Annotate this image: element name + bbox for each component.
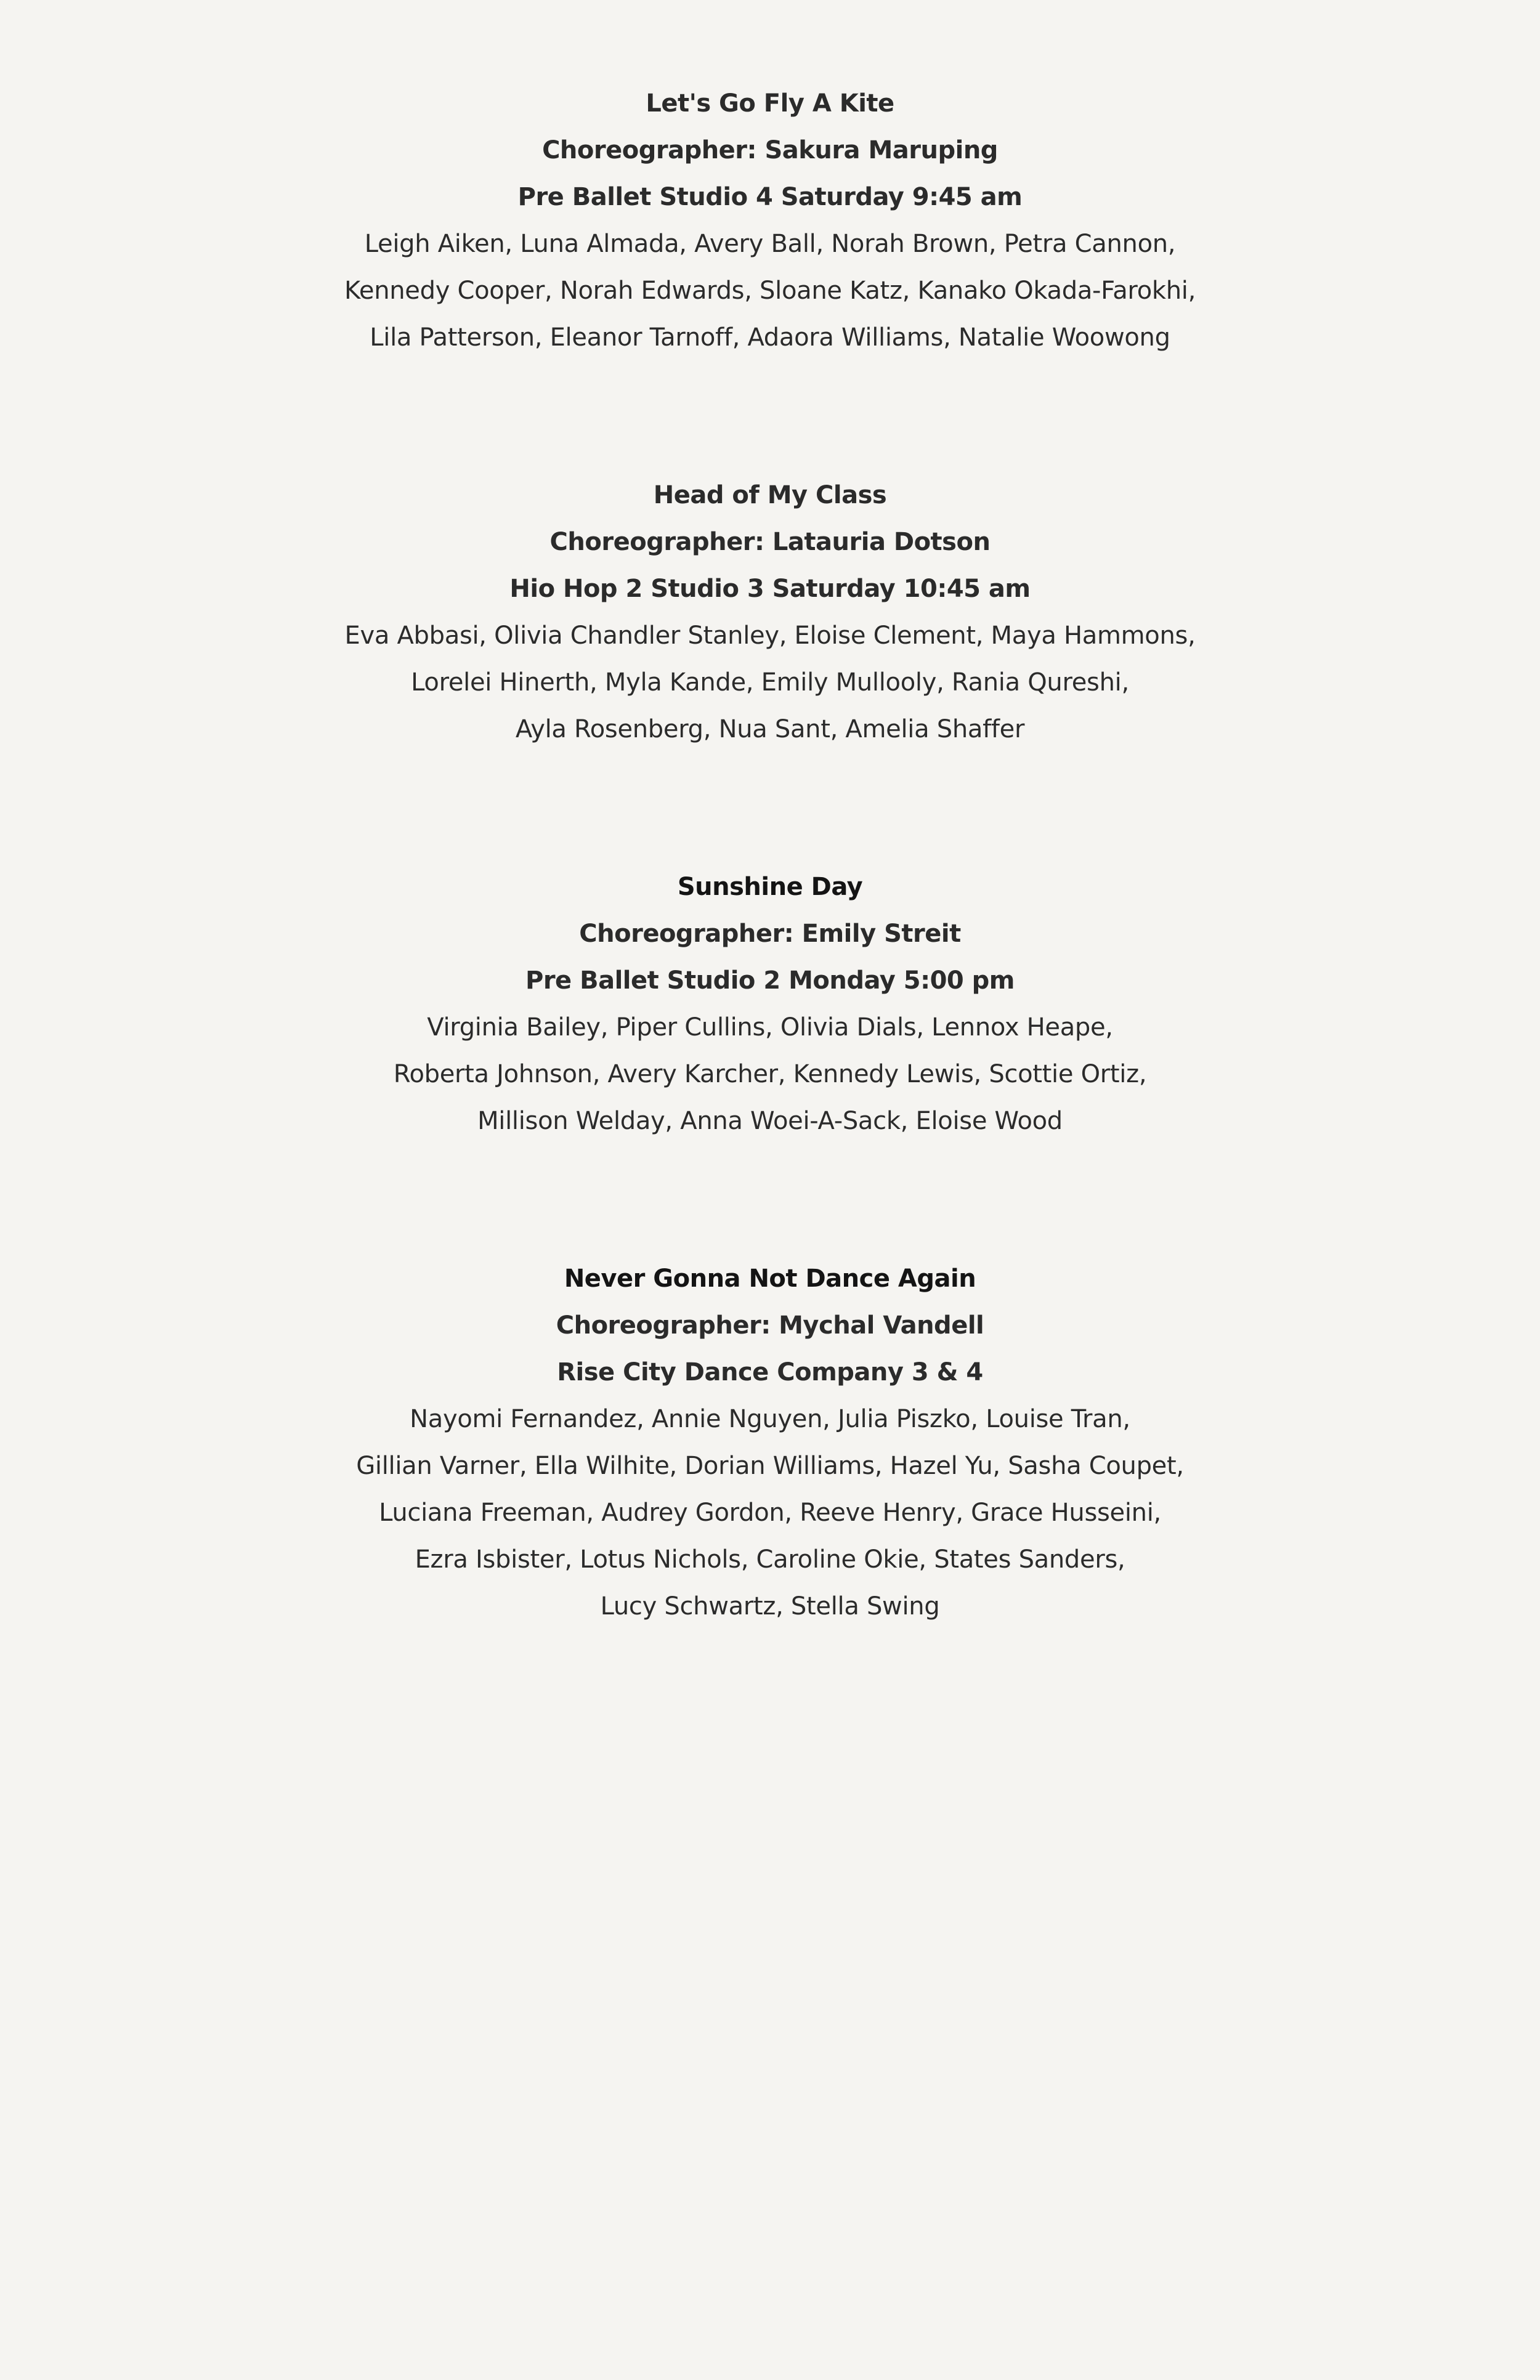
cast-line: Millison Welday, Anna Woei-A-Sack, Eloise Wood (477, 1107, 1063, 1135)
cast-line: Ayla Rosenberg, Nua Sant, Amelia Shaffer (515, 715, 1025, 743)
cast-line: Luciana Freeman, Audrey Gordon, Reeve Henry, Grace Husseini, (379, 1499, 1161, 1527)
piece-title: Never Gonna Not Dance Again (564, 1265, 976, 1293)
cast-line: Nayomi Fernandez, Annie Nguyen, Julia Piszko, Louise Tran, (410, 1405, 1130, 1433)
piece-lets-go-fly-a-kite (0, 80, 1540, 361)
piece-choreographer: Choreographer: Latauria Dotson (549, 528, 991, 556)
piece-choreographer: Choreographer: Sakura Maruping (542, 136, 998, 164)
piece-never-gonna-not-dance-again (0, 1255, 1540, 1630)
piece-title: Sunshine Day (677, 873, 863, 901)
piece-class-info: Rise City Dance Company 3 & 4 (557, 1358, 983, 1386)
cast-line: Lorelei Hinerth, Myla Kande, Emily Mullooly, Rania Qureshi, (411, 668, 1129, 697)
cast-line: Ezra Isbister, Lotus Nichols, Caroline Okie, States Sanders, (415, 1545, 1125, 1574)
piece-class-info: Hio Hop 2 Studio 3 Saturday 10:45 am (509, 575, 1031, 603)
cast-line: Lucy Schwartz, Stella Swing (600, 1592, 940, 1621)
cast-line: Virginia Bailey, Piper Cullins, Olivia Dials, Lennox Heape, (427, 1013, 1113, 1042)
cast-line: Leigh Aiken, Luna Almada, Avery Ball, Norah Brown, Petra Cannon, (364, 230, 1176, 258)
cast-line: Gillian Varner, Ella Wilhite, Dorian Williams, Hazel Yu, Sasha Coupet, (356, 1452, 1184, 1480)
cast-line: Kennedy Cooper, Norah Edwards, Sloane Katz, Kanako Okada-Farokhi, (344, 277, 1196, 305)
piece-choreographer: Choreographer: Emily Streit (579, 920, 961, 948)
piece-choreographer: Choreographer: Mychal Vandell (556, 1311, 984, 1340)
cast-line: Eva Abbasi, Olivia Chandler Stanley, Eloise Clement, Maya Hammons, (344, 621, 1196, 650)
piece-class-info: Pre Ballet Studio 4 Saturday 9:45 am (517, 183, 1023, 211)
cast-line: Lila Patterson, Eleanor Tarnoff, Adaora Williams, Natalie Woowong (370, 323, 1170, 352)
piece-title: Head of My Class (653, 481, 887, 509)
piece-title: Let's Go Fly A Kite (646, 89, 894, 118)
piece-class-info: Pre Ballet Studio 2 Monday 5:00 pm (525, 966, 1015, 995)
cast-line: Roberta Johnson, Avery Karcher, Kennedy Lewis, Scottie Ortiz, (393, 1060, 1147, 1088)
piece-head-of-my-class (0, 472, 1540, 753)
piece-sunshine-day (0, 864, 1540, 1144)
